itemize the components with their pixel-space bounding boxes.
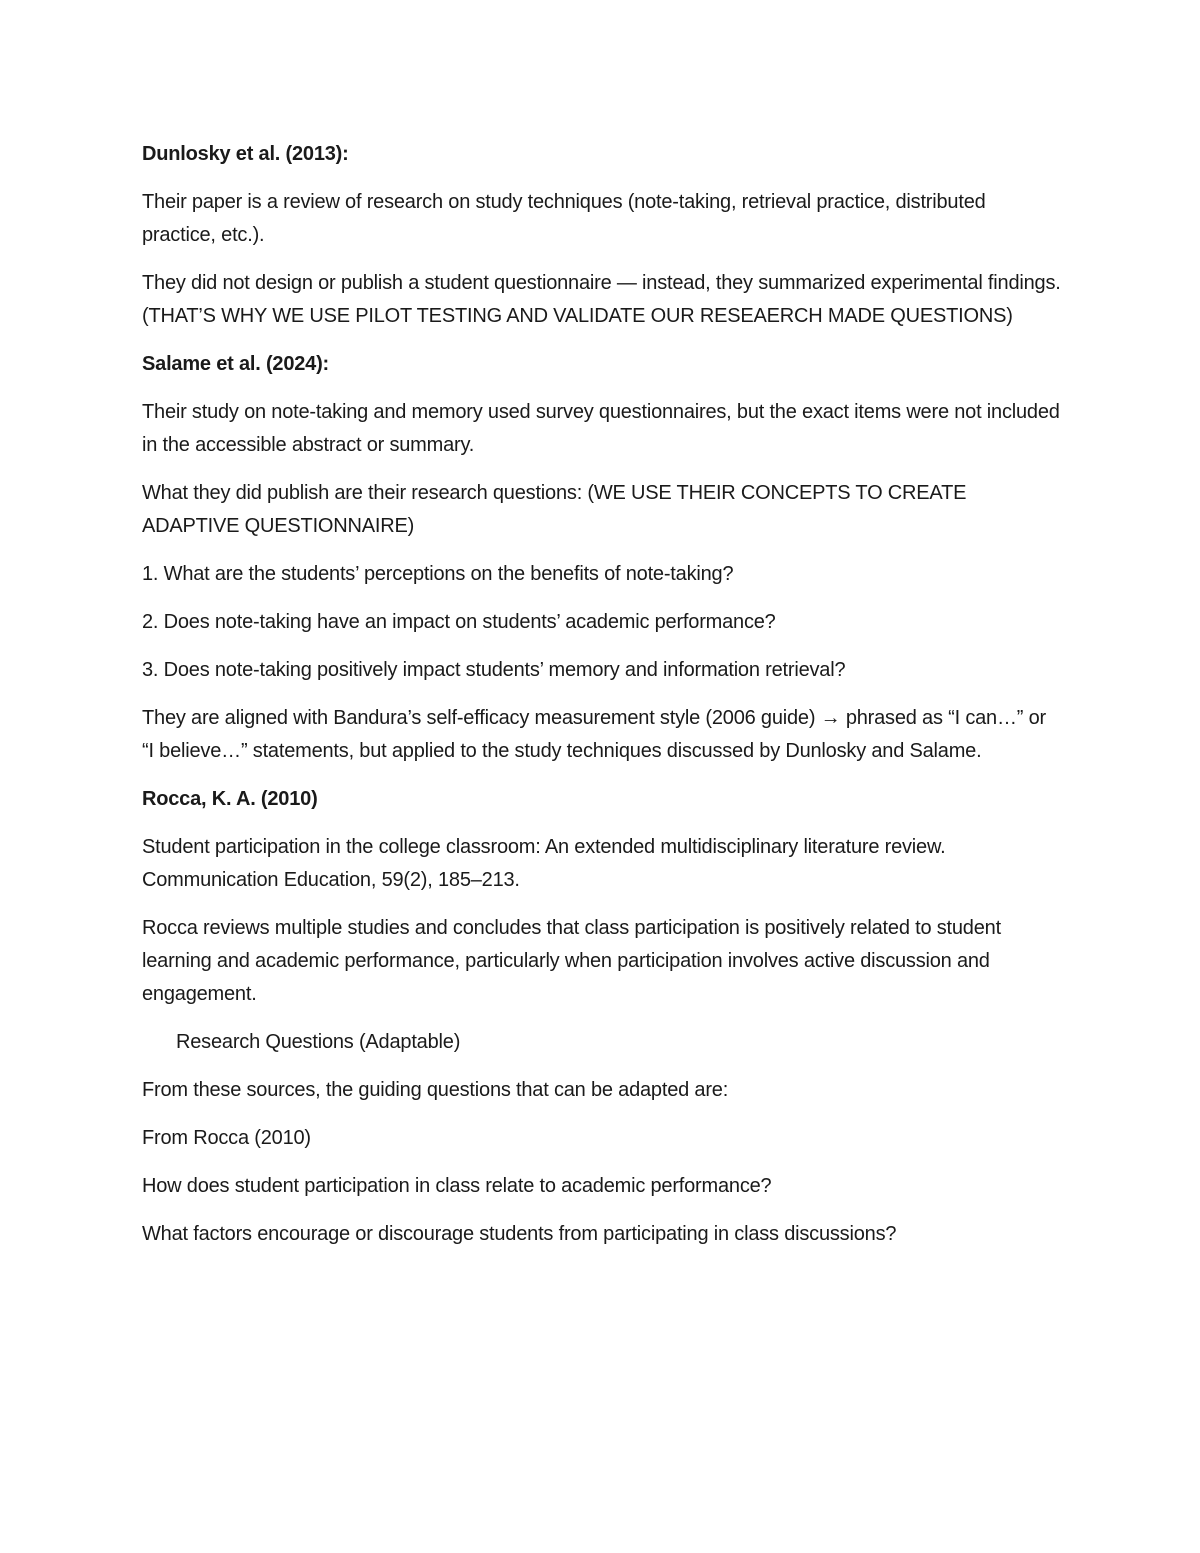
list-item: 2. Does note-taking have an impact on students’ academic performance?: [142, 611, 776, 633]
section-heading-salame: Salame et al. (2024):: [142, 353, 330, 375]
paragraph-guiding-intro: From these sources, the guiding questions that can be adapted are:: [142, 1079, 729, 1101]
subheading-research-questions: Research Questions (Adaptable): [176, 1031, 461, 1053]
paragraph-rocca-summary: Rocca reviews multiple studies and concludes that class participation is positively related to student learning and academic performance, particularly when participation involves active discussion and engagement.: [142, 917, 1001, 1005]
paragraph-rocca-citation: Student participation in the college classroom: An extended multidisciplinary literature review. Communication Education, 59(2), 185–213.: [142, 836, 946, 891]
list-item: 1. What are the students’ perceptions on the benefits of note-taking?: [142, 563, 734, 585]
list-item: How does student participation in class relate to academic performance?: [142, 1175, 772, 1197]
paragraph-salame-survey: Their study on note-taking and memory used survey questionnaires, but the exact items were not included in the accessible abstract or summary.: [142, 401, 1060, 456]
list-item: 3. Does note-taking positively impact students’ memory and information retrieval?: [142, 659, 846, 681]
section-heading-rocca: Rocca, K. A. (2010): [142, 788, 318, 810]
document-body: [142, 138, 1062, 1266]
paragraph-dunlosky-review: Their paper is a review of research on study techniques (note-taking, retrieval practice, distributed practice, etc.).: [142, 191, 986, 246]
paragraph-dunlosky-questionnaire: They did not design or publish a student questionnaire — instead, they summarized experimental findings. (THAT’S WHY WE USE PILOT TESTING AND VALIDATE OUR RESEAERCH MADE QUESTIONS): [142, 272, 1061, 327]
list-item: What factors encourage or discourage students from participating in class discussions?: [142, 1223, 897, 1245]
paragraph-from-rocca: From Rocca (2010): [142, 1127, 311, 1149]
paragraph-bandura-alignment: They are aligned with Bandura’s self-efficacy measurement style (2006 guide) → phrased as “I can…” or “I believe…” statements, but applied to the study techniques discussed by Dunlosky and Salame.: [142, 707, 1046, 762]
section-heading-dunlosky: Dunlosky et al. (2013):: [142, 143, 349, 165]
paragraph-salame-research-questions: What they did publish are their research questions: (WE USE THEIR CONCEPTS TO CREATE ADAPTIVE QUESTIONNAIRE): [142, 482, 967, 537]
